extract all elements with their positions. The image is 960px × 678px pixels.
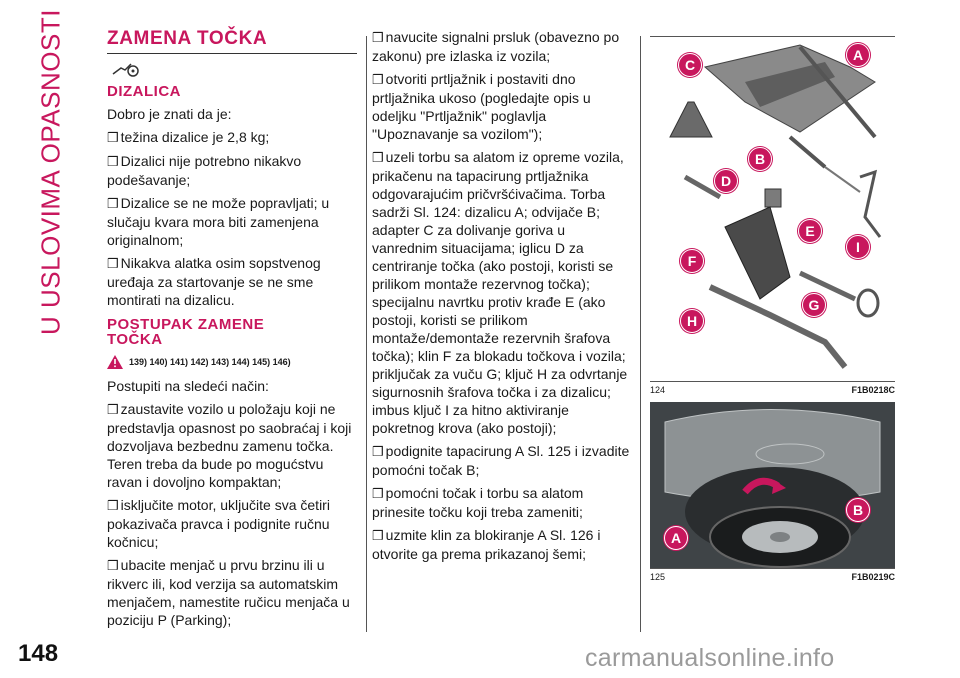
wheel-change-icon [111,60,357,78]
column-divider-1 [366,36,367,632]
callout-label: H [680,309,704,333]
callout-label: A [846,43,870,67]
figure-125-caption [650,568,895,582]
checkbox-icon: ❒ [372,72,384,87]
figure-code: F1B0218C [851,385,895,395]
page-number: 148 [18,640,59,667]
column-2 [372,28,634,563]
list-item: ❒ Dizalice se ne može popravljati; u slučaju kvara mora biti zamenjena originalnom; [107,195,330,248]
checkbox-icon: ❒ [107,154,119,169]
callout-label: B [748,147,772,171]
callout-label: E [798,219,822,243]
figure-124 [650,36,895,395]
list-item: ❒ podignite tapacirung A Sl. 125 i izvadite pomoćni točak B; [372,443,630,478]
checkbox-icon: ❒ [372,486,384,501]
list-item: ❒ Dizalici nije potrebno nikakvo podešavanje; [107,153,302,188]
list-item: ❒ uzmite klin za blokiranje A Sl. 126 i otvorite ga prema prikazanoj šemi; [372,527,601,562]
list-item: ❒ otvoriti prtljažnik i postaviti dno prtljažnika ukoso (pogledajte opis u odeljku "Prtljažnik" poglavlja "Upoznavanje sa vozilom"); [372,71,591,142]
figure-124-caption [650,381,895,395]
list-item: ❒ ubacite menjač u prvu brzinu ili u rikverc ili, kod verzija sa automatskim menjačem, namestite ručicu menjača u poziciju P (Parking); [107,557,350,628]
warning-triangle-icon [107,355,123,369]
callout-label: F [680,249,704,273]
checkbox-icon: ❒ [107,196,119,211]
checkbox-icon: ❒ [107,130,119,145]
side-chapter-title-text: U USLOVIMA OPASNOSTI [35,9,66,335]
figure-number: 124 [650,385,666,395]
list-item: ❒ težina dizalice je 2,8 kg; [107,129,270,145]
checkbox-icon: ❒ [372,444,384,459]
checkbox-icon: ❒ [372,150,384,165]
warning-references: 139) 140) 141) 142) 143) 144) 145) 146) [107,355,357,369]
callout-label: I [846,235,870,259]
subsection-title-postupak: POSTUPAK ZAMENE TOČKA [107,316,265,348]
list-item: ❒ navucite signalni prsluk (obavezno po zakonu) pre izlaska iz vozila; [372,29,620,64]
dizalica-intro: Dobro je znati da je: [107,106,232,122]
checkbox-icon: ❒ [107,256,119,271]
section-title: ZAMENA TOČKA [107,28,357,54]
column-1 [107,28,357,629]
figure-125 [650,402,895,582]
subsection-title-dizalica: DIZALICA [107,83,181,100]
postupak-intro: Postupiti na sledeći način: [107,378,269,394]
list-item: ❒ isključite motor, uključite sva četiri pokazivača pravca i podignite ručnu kočnicu; [107,497,330,550]
checkbox-icon: ❒ [107,558,119,573]
list-item: ❒ pomoćni točak i torbu sa alatom prinesite točku koji treba zameniti; [372,485,584,520]
callout-label: A [664,526,688,550]
callout-label: D [714,169,738,193]
callout-label: C [678,53,702,77]
figure-124-illustration [650,36,895,381]
callout-label: B [846,498,870,522]
side-chapter-title [26,9,76,335]
column-divider-2 [640,36,641,632]
checkbox-icon: ❒ [107,498,119,513]
figure-number: 125 [650,572,666,582]
list-item: ❒ uzeli torbu sa alatom iz opreme vozila, prikačenu na tapacirung prtljažnika odgovarajućim pričvršćivačima. Torba sadrži Sl. 124: dizalicu A; odvijače B; adapter C za dolivanje goriva u vanrednim situacijama; iglicu D za centriranje točka (ako postoji, koristi se prilikom montaže rezervnog točka); specijalnu navrtku protiv krađe E (ako postoji, koristi se prilikom montaže/demontaže rezervnih šrafova točka); klin F za blokadu točkova i vozila; priključak za vuču G; ključ H za odvrtanje sigurnosnih šrafova točka i za dizalicu; imbus ključ I za hitno aktiviranje pokretnog krova (ako postoji); [372,149,628,436]
list-item: ❒ Nikakva alatka osim sopstvenog uređaja za startovanje se ne sme montirati na dizalicu. [107,255,321,308]
figure-code: F1B0219C [851,572,895,582]
checkbox-icon: ❒ [372,30,384,45]
list-item: ❒ zaustavite vozilo u položaju koji ne predstavlja opasnost po saobraćaj i koji dozvoljava bezbednu zamenu točka. Teren treba da bude po mogućstvu ravan i dovoljno kompaktan; [107,401,352,490]
checkbox-icon: ❒ [107,402,119,417]
checkbox-icon: ❒ [372,528,384,543]
callout-label: G [802,293,826,317]
figure-125-illustration [650,402,895,568]
watermark: carmanualsonline.info [585,644,835,672]
